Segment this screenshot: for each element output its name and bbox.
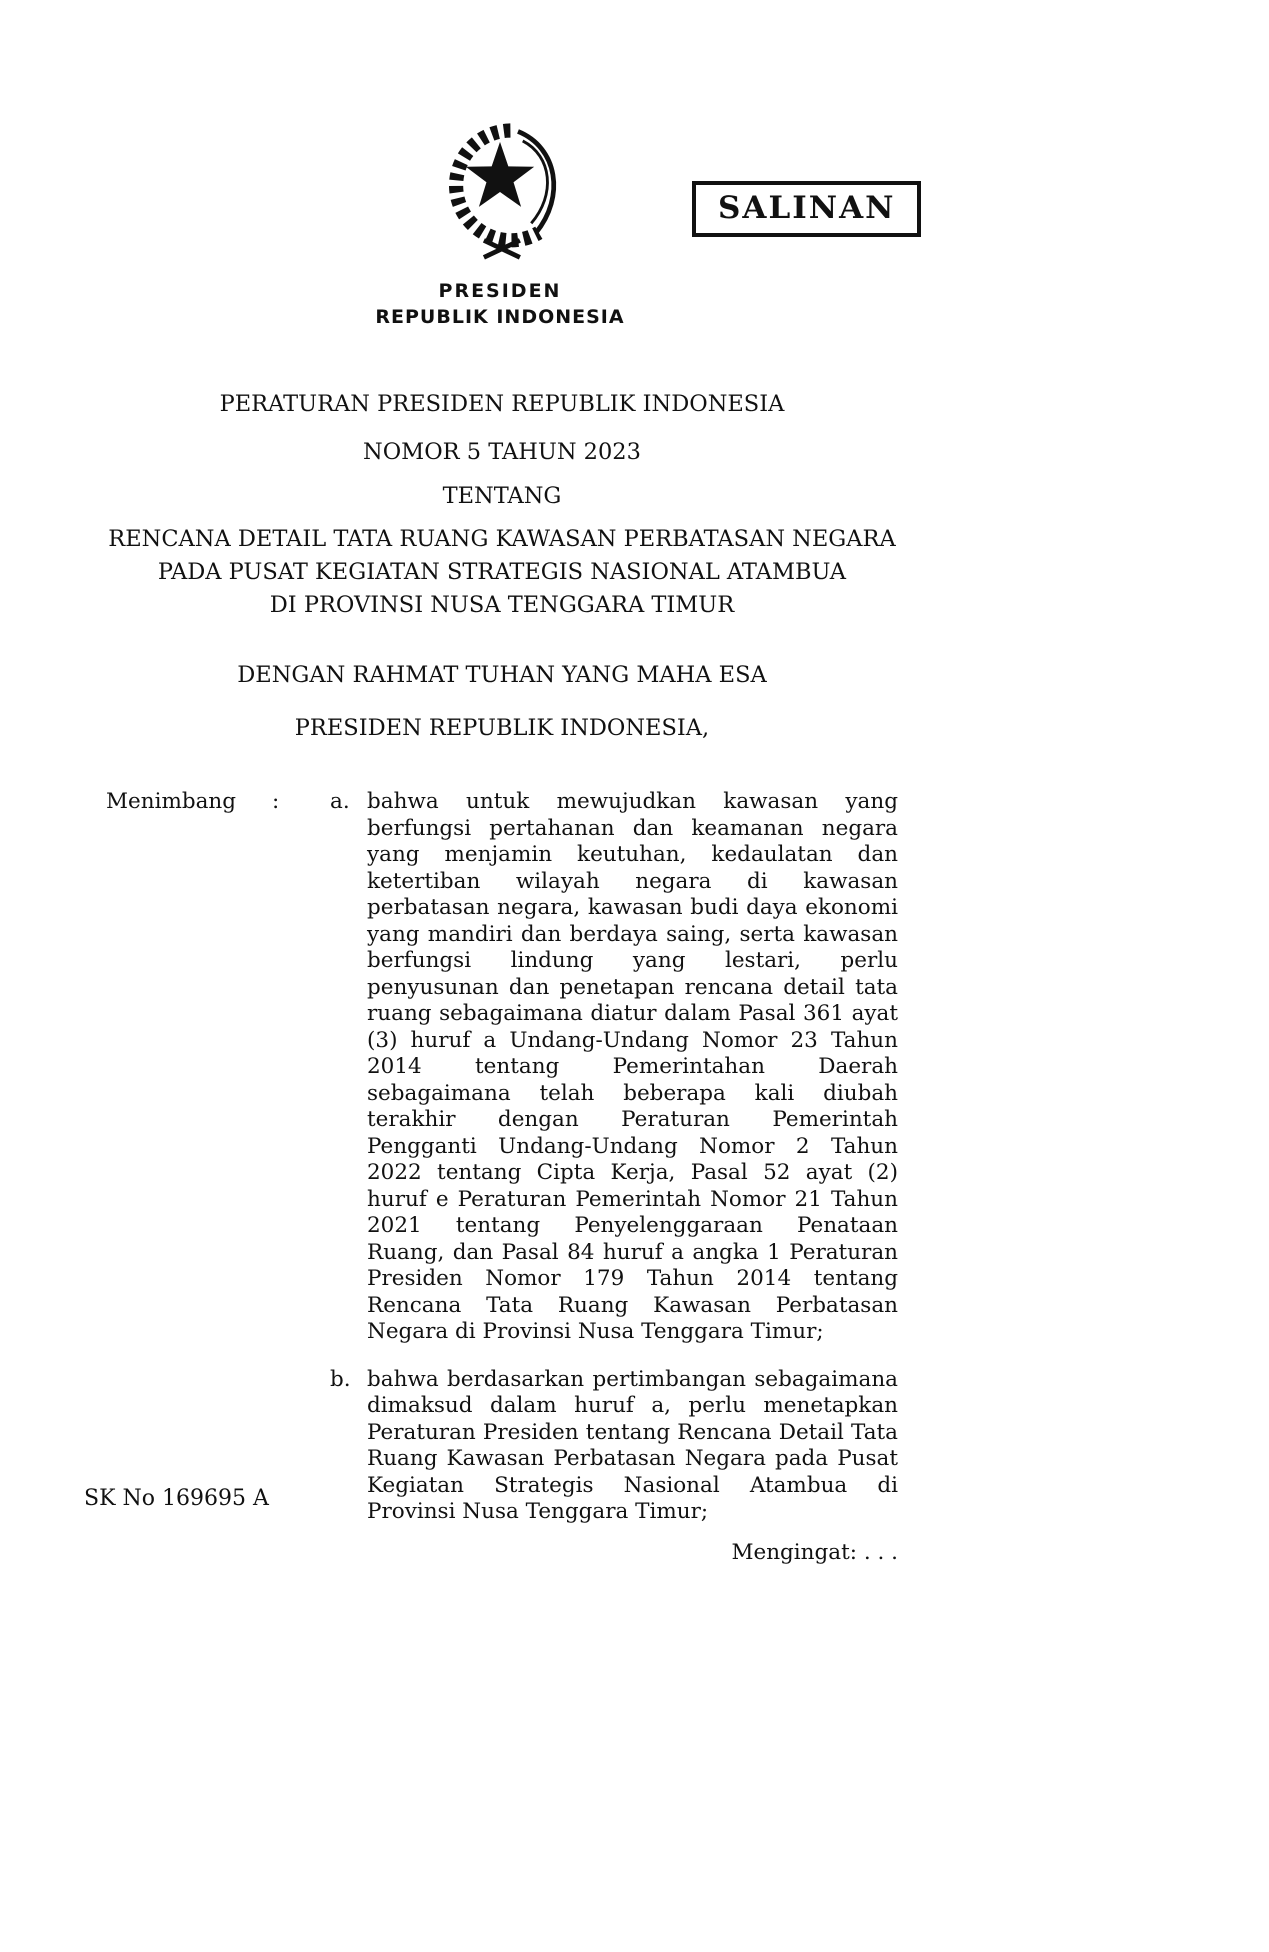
sk-number: SK No 169695 A <box>84 1486 269 1511</box>
considering-label: Menimbang <box>106 789 237 814</box>
letterhead-republik-indonesia: REPUBLIK INDONESIA <box>375 306 625 328</box>
item-letter: a. <box>330 789 350 814</box>
letterhead <box>328 118 672 328</box>
consideration-item-b <box>330 1367 898 1526</box>
regulation-number-line: NOMOR 5 TAHUN 2023 <box>363 439 641 465</box>
document-body <box>106 388 898 1565</box>
mengingat-continuation: Mengingat: . . . <box>731 1539 898 1565</box>
considering-items <box>330 789 898 1526</box>
subject-line-1: RENCANA DETAIL TATA RUANG KAWASAN PERBATASAN NEGARA <box>108 526 896 552</box>
salinan-stamp: SALINAN <box>692 181 921 237</box>
consideration-item-a <box>330 789 898 1346</box>
regulation-title-line: PERATURAN PRESIDEN REPUBLIK INDONESIA <box>219 391 785 417</box>
subject-line-2: PADA PUSAT KEGIATAN STRATEGIS NASIONAL ATAMBUA <box>157 559 847 585</box>
item-text: bahwa untuk mewujudkan kawasan yang berfungsi pertahanan dan keamanan negara yang menjamin keutuhan, kedaulatan dan ketertiban wilayah negara di kawasan perbatasan negara, kawasan budi daya ekonomi yang mandiri dan berdaya saing, serta kawasan berfungsi lindung yang lestari, perlu penyusunan dan penetapan rencana detail tata ruang sebagaimana diatur dalam Pasal 361 ayat (3) huruf a Undang-Undang Nomor 23 Tahun 2014 tentang Pemerintahan Daerah sebagaimana telah beberapa kali diubah terakhir dengan Peraturan Pemerintah Pengganti Undang-Undang Nomor 2 Tahun 2022 tentang Cipta Kerja, Pasal 52 ayat (2) huruf e Peraturan Pemerintah Nomor 21 Tahun 2021 tentang Penyelenggaraan Penataan Ruang, dan Pasal 84 huruf a angka 1 Peraturan Presiden Nomor 179 Tahun 2014 tentang Rencana Tata Ruang Kawasan Perbatasan Negara di Provinsi Nusa Tenggara Timur; <box>367 789 898 1344</box>
letterhead-presiden: PRESIDEN <box>438 280 562 302</box>
item-letter: b. <box>330 1366 351 1392</box>
national-emblem-icon <box>429 118 571 268</box>
subject-line-3: DI PROVINSI NUSA TENGGARA TIMUR <box>269 592 735 618</box>
invocation-line: DENGAN RAHMAT TUHAN YANG MAHA ESA <box>237 662 767 688</box>
considering-section <box>106 789 898 1526</box>
item-text: bahwa berdasarkan pertimbangan sebagaimana dimaksud dalam huruf a, perlu menetapkan Peraturan Presiden tentang Rencana Detail Tata Ruang Kawasan Perbatasan Negara pada Pusat Kegiatan Strategis Nasional Atambua di Provinsi Nusa Tenggara Timur; <box>367 1366 898 1524</box>
authority-line: PRESIDEN REPUBLIK INDONESIA, <box>294 715 710 741</box>
tentang-label: TENTANG <box>442 483 562 509</box>
considering-colon: : <box>272 789 280 814</box>
